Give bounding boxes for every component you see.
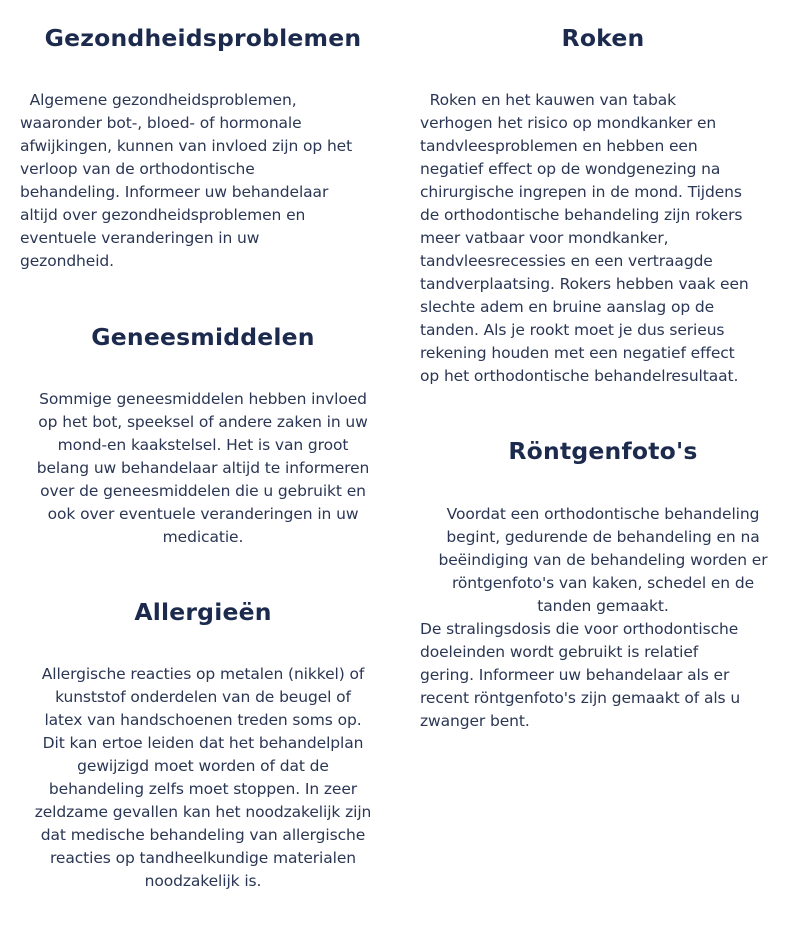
section-text-geneesmiddelen: Sommige geneesmiddelen hebben invloed op het bot, speeksel of andere zaken in uw mond-en kaakstelsel. Het is van groot belang uw behandelaar altijd te informeren over de geneesmiddelen die u gebruikt en ook over eventuele veranderingen in uw medicatie.	[36, 390, 370, 546]
section-text-rontgenfotos-intro: Voordat een orthodontische behandeling begint, gedurende de behandeling en na beëindiging van de behandeling worden er röntgenfoto's van kaken, schedel en de tanden gemaakt.	[438, 505, 768, 615]
section-rontgenfotos	[420, 436, 786, 466]
section-title: Röntgenfoto's	[508, 437, 698, 465]
section-text-gezondheidsproblemen: Algemene gezondheidsproblemen, waaronder bot-, bloed- of hormonale afwijkingen, kunnen van invloed zijn op het verloop van de orthodontische behandeling. Informeer uw behandelaar altijd over gezondheidsproblemen en eventuele veranderingen in uw gezondheid.	[20, 91, 353, 270]
section-geneesmiddelen	[20, 322, 386, 352]
section-title: Roken	[561, 24, 645, 52]
section-title: Gezondheidsproblemen	[44, 24, 362, 52]
section-text-roken: Roken en het kauwen van tabak verhogen het risico op mondkanker en tandvleesproblemen en hebben een negatief effect op de wondgenezing na chirurgische ingrepen in de mond. Tijdens de orthodontische behandeling zijn rokers meer vatbaar voor mondkanker, tandvleesrecessies en een vertraagde tandverplaatsing. Rokers hebben vaak een slechte adem en bruine aanslag op de tanden. Als je rookt moet je dus serieus rekening houden met een negatief effect op het orthodontische behandelresultaat.	[420, 91, 749, 385]
section-text-allergieen: Allergische reacties op metalen (nikkel) of kunststof onderdelen van de beugel of latex van handschoenen treden soms op. Dit kan ertoe leiden dat het behandelplan gewijzigd moet worden of dat de behandeling zelfs moet stoppen. In zeer zeldzame gevallen kan het noodzakelijk zijn dat medische behandeling van allergische reacties op tandheelkundige materialen noodzakelijk is.	[34, 665, 372, 890]
section-title: Allergieën	[134, 598, 272, 626]
section-roken	[420, 23, 786, 53]
section-allergieen	[20, 597, 386, 627]
section-gezondheidsproblemen	[20, 23, 386, 53]
section-title: Geneesmiddelen	[91, 323, 315, 351]
section-text-rontgenfotos-dosis: De stralingsdosis die voor orthodontische doeleinden wordt gebruikt is relatief gering. Informeer uw behandelaar als er recent röntgenfoto's zijn gemaakt of als u zwanger bent.	[420, 620, 741, 730]
